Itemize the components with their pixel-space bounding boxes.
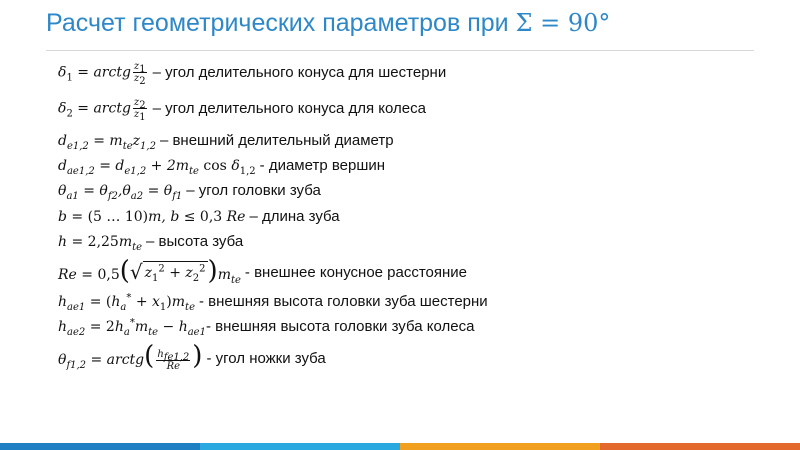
formula-row-dae	[58, 156, 385, 176]
formula-row-de	[58, 131, 394, 151]
row-description: - диаметр вершин	[259, 157, 386, 174]
formula-theta-f: $\theta_{f1,2}$ = arctg( $\frac{h_{fe1,2}}{Re}$ )	[58, 341, 203, 372]
formula-de: $d_{e1,2} = m_{te}z_{1,2}$	[58, 133, 156, 152]
formula-row-delta1	[58, 61, 447, 87]
formula-re: Re = 0,5( √ $z_1^2 + z_2^2$ )$m_{te}$	[58, 256, 241, 286]
formula-h: $h = 2,25m_{te}$	[58, 234, 143, 253]
row-description: – внешний делительный диаметр	[159, 132, 394, 149]
formula-hae2: $h_{ae2} = 2h_a^*m_{te} - h_{ae1}$	[58, 317, 206, 338]
formula-hae1: $h_{ae1} = (h_a^* + x_1)m_{te}$	[58, 292, 195, 313]
bottom-accent-bar	[0, 443, 800, 450]
formula-theta-a: $\theta_{a1} = \theta_{f2},\theta_{a2} = \theta_{f1}$	[58, 183, 183, 202]
formula-delta1: $\delta_1$ = arctg $\frac{z_1}{z_2}$	[58, 61, 146, 87]
row-description: – угол головки зуба	[186, 182, 321, 199]
formula-row-theta-a	[58, 181, 321, 201]
bar-segment-red	[600, 443, 800, 450]
title-text: Расчет геометрических параметров при	[46, 9, 516, 37]
row-description: - внешняя высота головки зуба шестерни	[198, 293, 488, 310]
formula-b: b = (5 … 10)m, b ≤ 0,3 Re	[58, 209, 246, 225]
bar-segment-orange	[400, 443, 600, 450]
slide-title	[46, 9, 610, 38]
formula-row-theta-f	[58, 341, 326, 372]
formula-row-hae2	[58, 317, 474, 337]
formula-row-h	[58, 232, 243, 252]
row-description: - внешнее конусное расстояние	[244, 264, 468, 281]
formula-row-delta2	[58, 97, 426, 123]
bar-segment-cyan	[200, 443, 400, 450]
row-description: – длина зуба	[249, 208, 340, 225]
row-description: - угол ножки зуба	[206, 349, 326, 367]
formula-row-hae1	[58, 292, 488, 312]
bar-segment-blue	[0, 443, 200, 450]
formula-dae: $d_{ae1,2} = d_{e1,2} + 2m_{te}$ $\cos \delta_{1,2}$	[58, 158, 256, 177]
row-description: – угол делительного конуса для шестерни	[152, 63, 447, 81]
title-math: Σ = 90°	[515, 9, 611, 37]
row-description: – высота зуба	[146, 233, 244, 250]
formula-delta2: $\delta_2$ = arctg $\frac{z_2}{z_1}$	[58, 97, 146, 123]
formula-row-b	[58, 207, 340, 227]
row-description: - внешняя высота головки зуба колеса	[205, 318, 475, 335]
row-description: – угол делительного конуса для колеса	[152, 99, 426, 117]
formula-row-re	[58, 256, 468, 286]
title-divider	[46, 50, 754, 51]
